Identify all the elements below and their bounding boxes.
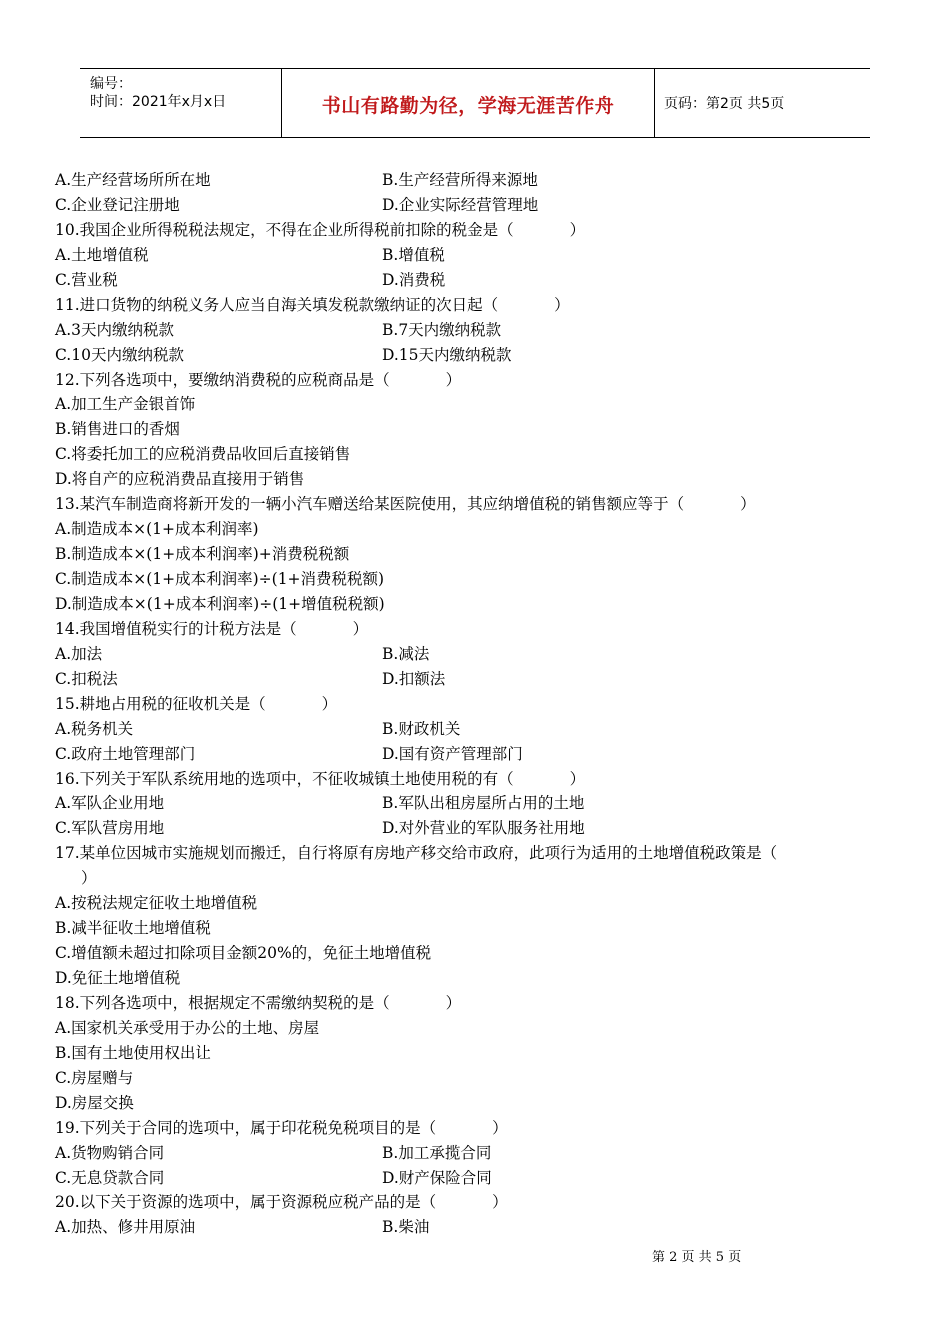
option-line: [55, 392, 905, 417]
closing-paren: ）: [81, 869, 97, 888]
option-line: [55, 517, 905, 542]
option-text: A.按税法规定征收土地增值税: [55, 894, 258, 913]
option-text: C.军队营房用地: [55, 819, 165, 838]
option-text: C.营业税: [55, 270, 118, 289]
option-line: [55, 891, 905, 916]
closing-paren: ）: [569, 769, 586, 788]
option-text: A.生产经营场所所在地: [55, 171, 211, 189]
closing-paren: ）: [445, 370, 462, 389]
option-text: C.扣税法: [55, 669, 118, 688]
motto-text: 书山有路勤为径，学海无涯苦作舟: [321, 95, 615, 117]
question-text: 16.下列关于军队系统用地的选项中，不征收城镇土地使用税的有（: [55, 769, 514, 788]
page-header: [80, 68, 870, 138]
question-text: 19.下列关于合同的选项中，属于印花税免税项目的是（: [55, 1118, 437, 1137]
closing-paren: ）: [492, 1118, 508, 1137]
option-line: [55, 941, 905, 966]
question-line: [55, 692, 905, 717]
question-line: [55, 1116, 905, 1141]
option-text: D.扣额法: [382, 669, 446, 688]
option-text: A.加热、修井用原油: [55, 1218, 196, 1237]
option-text: D.财产保险合同: [382, 1168, 492, 1187]
question-text: 15.耕地占用税的征收机关是（: [55, 694, 266, 713]
option-line: [55, 193, 905, 218]
option-line: [55, 816, 905, 841]
option-line: [55, 1141, 905, 1166]
option-line: [55, 966, 905, 991]
option-text: D.消费税: [382, 270, 446, 289]
option-text: A.国家机关承受用于办公的土地、房屋: [55, 1018, 320, 1037]
option-line: [55, 1091, 905, 1116]
question-text: 18.下列各选项中，根据规定不需缴纳契税的是（: [55, 993, 390, 1012]
option-text: D.企业实际经营管理地: [382, 195, 539, 214]
closing-paren: ）: [445, 993, 462, 1012]
page-number-label: 页码：第2页 共5页: [664, 96, 785, 112]
exam-questions: [55, 168, 905, 1240]
question-line: [55, 617, 905, 642]
option-line: [55, 642, 905, 667]
option-text: B.增值税: [382, 245, 445, 264]
option-text: C.房屋赠与: [55, 1068, 134, 1087]
option-text: C.10天内缴纳税款: [55, 345, 184, 364]
option-text: A.加工生产金银首饰: [55, 395, 196, 414]
header-left-cell: [80, 69, 280, 137]
option-line: [55, 268, 905, 293]
option-line: [55, 542, 905, 567]
option-line: [55, 717, 905, 742]
option-text: C.将委托加工的应税消费品收回后直接销售: [55, 445, 351, 464]
option-text: B.财政机关: [382, 719, 461, 738]
option-text: B.国有土地使用权出让: [55, 1043, 211, 1062]
option-text: C.企业登记注册地: [55, 195, 180, 214]
question-line: [55, 1190, 905, 1215]
option-text: A.土地增值税: [55, 245, 149, 264]
option-line: [55, 1215, 905, 1240]
option-text: B.军队出租房屋所占用的土地: [382, 794, 585, 813]
option-line: [55, 1066, 905, 1091]
option-text: D.制造成本×(1+成本利润率)÷(1+增值税税额): [55, 594, 385, 613]
option-text: A.税务机关: [55, 719, 134, 738]
option-text: C.无息贷款合同: [55, 1168, 165, 1187]
option-text: B.销售进口的香烟: [55, 420, 180, 439]
question-text: 17.某单位因城市实施规划而搬迁，自行将原有房地产移交给市政府，此项行为适用的土地增值税政策是（: [55, 844, 778, 863]
closing-paren: ）: [554, 295, 570, 314]
document-date-label: 时间：2021年x月x日: [90, 94, 227, 110]
option-line: [55, 791, 905, 816]
option-line: [55, 343, 905, 368]
option-line: [55, 243, 905, 268]
question-continuation: [55, 866, 905, 891]
page-footer: 第 2 页 共 5 页: [652, 1250, 742, 1265]
option-line: [55, 442, 905, 467]
option-text: C.增值额未超过扣除项目金额20%的，免征土地增值税: [55, 944, 432, 963]
option-line: [55, 318, 905, 343]
option-line: [55, 417, 905, 442]
option-text: B.减法: [382, 644, 430, 663]
question-line: [55, 841, 905, 866]
option-text: D.免征土地增值税: [55, 969, 181, 987]
question-line: [55, 991, 905, 1016]
option-text: B.生产经营所得来源地: [382, 171, 538, 189]
option-text: B.加工承揽合同: [382, 1143, 492, 1162]
closing-paren: ）: [352, 619, 369, 638]
closing-paren: ）: [740, 495, 756, 514]
option-text: B.减半征收土地增值税: [55, 919, 211, 938]
question-line: [55, 368, 905, 393]
option-line: [55, 1016, 905, 1041]
option-text: C.制造成本×(1+成本利润率)÷(1+消费税税额): [55, 570, 385, 588]
document-number-label: 编号：: [90, 76, 132, 92]
option-line: [55, 742, 905, 767]
header-right-cell: [654, 69, 870, 137]
option-text: A.军队企业用地: [55, 794, 165, 813]
question-text: 11.进口货物的纳税义务人应当自海关填发税款缴纳证的次日起（: [55, 295, 499, 314]
option-line: [55, 567, 905, 592]
option-text: B.制造成本×(1+成本利润率)+消费税税额: [55, 545, 350, 564]
option-text: A.3天内缴纳税款: [55, 320, 174, 339]
option-text: A.货物购销合同: [55, 1143, 165, 1162]
option-text: B.7天内缴纳税款: [382, 320, 502, 339]
closing-paren: ）: [569, 220, 586, 239]
closing-paren: ）: [492, 1193, 508, 1212]
option-line: [55, 667, 905, 692]
option-text: D.将自产的应税消费品直接用于销售: [55, 470, 305, 489]
question-text: 20.以下关于资源的选项中，属于资源税应税产品的是（: [55, 1193, 437, 1212]
option-text: D.房屋交换: [55, 1093, 134, 1112]
question-text: 14.我国增值税实行的计税方法是（: [55, 619, 297, 638]
option-text: C.政府土地管理部门: [55, 744, 196, 763]
question-text: 12.下列各选项中，要缴纳消费税的应税商品是（: [55, 370, 390, 389]
option-line: [55, 467, 905, 492]
question-line: [55, 218, 905, 243]
question-line: [55, 492, 905, 517]
option-text: A.加法: [55, 644, 103, 663]
option-line: [55, 168, 905, 193]
option-line: [55, 916, 905, 941]
option-text: D.15天内缴纳税款: [382, 345, 512, 364]
option-text: D.国有资产管理部门: [382, 744, 523, 763]
option-text: A.制造成本×(1+成本利润率): [55, 520, 259, 539]
question-line: [55, 293, 905, 318]
option-text: D.对外营业的军队服务社用地: [382, 819, 585, 838]
closing-paren: ）: [321, 694, 338, 713]
option-text: B.柴油: [382, 1218, 430, 1237]
header-motto-cell: [281, 69, 655, 137]
option-line: [55, 592, 905, 617]
question-line: [55, 767, 905, 792]
option-line: [55, 1041, 905, 1066]
question-text: 13.某汽车制造商将新开发的一辆小汽车赠送给某医院使用，其应纳增值税的销售额应等于（: [55, 495, 685, 514]
question-text: 10.我国企业所得税税法规定，不得在企业所得税前扣除的税金是（: [55, 220, 514, 239]
option-line: [55, 1166, 905, 1191]
